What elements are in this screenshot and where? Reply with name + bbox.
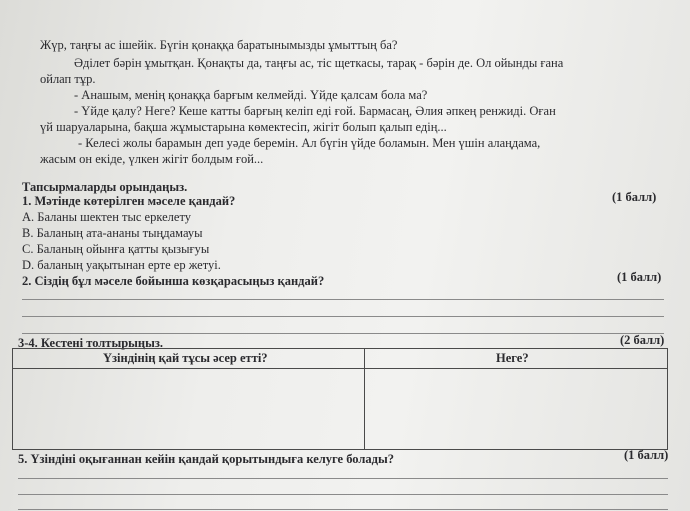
passage-line-5: - Үйде қалу? Неге? Кеше катты барғың келіп еді ғой. Бармасаң, Әлия әпкең ренжиді. Оған <box>74 104 556 118</box>
passage-line-3: ойлап тұр. <box>40 72 96 86</box>
table-header-col-2: Неге? <box>496 351 529 365</box>
passage-line-2: Әділет бәрін ұмытқан. Қонақты да, таңғы ас, тіс щеткасы, тарақ - бәрін де. Ол ойынды ғана <box>74 56 564 70</box>
option-c: C. Баланың ойынға қатты қызығуы <box>22 242 210 256</box>
option-b: B. Баланың ата-ананы тыңдамауы <box>22 226 203 240</box>
question-1-points: (1 балл) <box>612 190 657 204</box>
question-1: 1. Мәтінде көтерілген мәселе қандай? <box>22 194 236 208</box>
question-2: 2. Сіздің бұл мәселе бойынша көзқарасыңыз қандай? <box>22 274 325 288</box>
passage-line-1: Жүр, таңғы ас ішейік. Бүгін қонаққа баратынымызды ұмыттың ба? <box>40 38 398 52</box>
option-d: D. баланың уақытынан ерте ер жетуі. <box>22 258 221 272</box>
table-divider <box>364 349 365 449</box>
answer-line <box>18 509 668 510</box>
answer-line <box>22 316 664 317</box>
answer-table <box>12 348 668 450</box>
answer-line <box>22 299 664 300</box>
tasks-header: Тапсырмаларды орындаңыз. <box>22 180 188 194</box>
question-2-points: (1 балл) <box>617 270 662 284</box>
passage-line-7: - Келесі жолы барамын деп уәде беремін. Ал бүгін үйде боламын. Мен үшін алаңдама, <box>78 136 541 150</box>
answer-line <box>18 478 668 479</box>
passage-line-8: жасым он екіде, үлкен жігіт болдым ғой... <box>40 152 264 166</box>
table-header-rule <box>13 368 667 369</box>
question-5: 5. Үзіндіні оқығаннан кейін қандай қорытындыға келуге болады? <box>18 452 394 466</box>
passage-line-4: - Анашым, менің қонаққа барғым келмейді. Үйде қалсам бола ма? <box>74 88 428 102</box>
question-3-4-points: (2 балл) <box>620 333 665 347</box>
answer-line <box>18 494 668 495</box>
passage-line-6: үй шаруаларына, бақша жұмыстарына көмектесіп, жігіт болып қалып едің... <box>40 120 447 134</box>
question-5-points: (1 балл) <box>624 448 669 462</box>
table-header-col-1: Үзіндінің қай тұсы әсер етті? <box>103 351 268 365</box>
option-a: A. Баланы шектен тыс еркелету <box>22 210 191 224</box>
answer-line <box>22 333 664 334</box>
question-3-4: 3-4. Кестені толтырыңыз. <box>18 336 164 350</box>
